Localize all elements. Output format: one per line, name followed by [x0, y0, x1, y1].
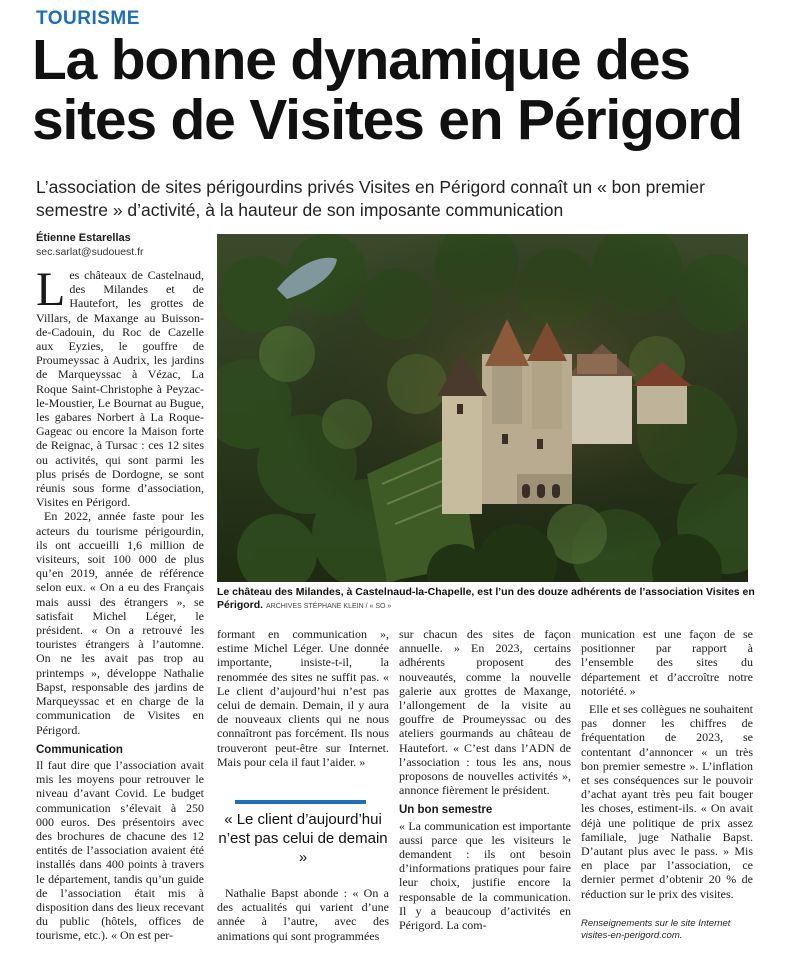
column-4	[581, 627, 753, 901]
standfirst	[36, 176, 776, 222]
chateau-des-milandes-image	[217, 234, 748, 582]
headline-line-1: La bonne dynamique des	[32, 28, 690, 92]
paragraph-communication-cont: formant en communication », estime Michel Léger. Une donnée importante, insiste-t-il, la renommée des sites ne suffit pas. « Le client d’aujourd’hui n’est pas celui de demain. Demain, il y aura de nouveaux clients qui ne nous connaîtront pas forcément. Ils nous trouveront peut-être sur Internet. Mais pour cela il faut l’aider. »	[217, 627, 389, 769]
subhead-communication: Communication	[36, 743, 123, 756]
photo-caption	[217, 586, 757, 613]
section-rubric: TOURISME	[36, 8, 140, 29]
paragraph-intro	[36, 263, 204, 510]
headline-line-2: sites de Visites en Périgord	[32, 88, 742, 152]
photo-credit: ARCHIVES STÉPHANE KLEIN / « SO »	[266, 603, 392, 610]
paragraph-2022: En 2022, année faste pour les acteurs du tourisme périgourdin, ils ont accueilli 1,6 million de visiteurs, soit 100 000 de plus qu’en 2019, année de référence selon eux. « On a eu des Français mais aussi des étrangers », se satisfait Michel Léger, le président. « On a retrouvé les touristes étrangers à l’automne. On ne les avait pas trop au printemps », développe Nathalie Bapst, responsable des jardins de Marqueyssac et en charge de la communication de Visites en Périgord.	[36, 509, 204, 737]
footer-note	[581, 918, 761, 942]
headline	[32, 30, 782, 150]
paragraph-semestre-start: « La communication est importante aussi parce que les visiteurs le demandent : ils ont besoin d’informations pratiques pour faire leur choix, justifie encore la responsable de la communication. Il y a beaucoup d’activités en Périgord. La com-	[399, 818, 571, 933]
paragraph-semestre-cont: munication est une façon de se positionner par rapport à l’ensemble des sites du département et d’accroître notre notoriété. »	[581, 627, 753, 698]
chateau-photo	[217, 234, 748, 582]
byline-author: Étienne Estarellas	[36, 232, 131, 244]
paragraph-frequentation: Elle et ses collègues ne souhaitent pas donner les chiffres de fréquentation de 2023, se contentant d’annoncer « un très bon premier semestre ». L’inflation et ses conséquences sur le pouvoir d’achat ayant très peu fait bouger les choses, estiment-ils. « On avait déjà une politique de prix assez familiale, juge Nathalie Bapst. D’autant plus avec le pass. » Mis en place par l’association, ce dernier permet d’obtenir 20 % de réduction sur le prix des visites.	[581, 702, 753, 901]
footer-note-line-1: Renseignements sur le site Internet	[581, 918, 731, 929]
column-2-bottom	[217, 886, 389, 943]
standfirst-line-1: L’association de sites périgourdins privés Visites en Périgord connaît un « bon premier	[36, 177, 705, 197]
paragraph-intro-text: es châteaux de Castelnaud, des Milandes et de Hautefort, les grottes de Villars, de Maxange au Buisson-de-Cadouin, du Roc de Cazelle aux Eyzies, le gouffre de Proumeyssac à Audrix, les jardins de Marqueyssac à Vézac, La Roque Saint-Christophe à Peyzac-le-Moustier, Le Bournat au Bugue, les gabares Norbert à La Roque-Gageac ou encore la Maison forte de Reignac, à Tursac : ces 12 sites ou activités, qui sont parmi les plus prisés de Dordogne, se sont réunis sous forme d’association, Visites en Périgord.	[36, 268, 204, 510]
column-3	[399, 627, 571, 932]
subhead-bon-semestre: Un bon semestre	[399, 804, 493, 817]
pull-quote: « Le client d’aujourd’hui n’est pas celui de demain »	[218, 811, 388, 866]
column-2	[217, 627, 389, 769]
paragraph-bapst-cont: sur chacun des sites de façon annuelle. » En 2023, certains adhérents proposent des nouveautés, comme la nouvelle galerie aux grottes de Maxange, l’allongement de la visite au gouffre de Proumeyssac ou des ateliers gourmands au château de Hautefort. « C’est dans l’ADN de l’association : tous les ans, nous proposons de nouvelles activités », annonce fièrement le président.	[399, 627, 571, 798]
byline-email[interactable]: sec.sarlat@sudouest.fr	[36, 246, 144, 258]
footer-note-link[interactable]: visites-en-perigord.com.	[581, 930, 683, 941]
paragraph-bapst-start: Nathalie Bapst abonde : « On a des actualités qui varient d’une année à l’autre, avec des animations qui sont programmées	[217, 886, 389, 943]
column-1	[36, 263, 204, 943]
caption-text: Le château des Milandes, à Castelnaud-la-Chapelle, est l’un des douze adhérents de l’association Visites en Périgord.	[217, 586, 755, 611]
drop-cap: L	[36, 263, 66, 316]
paragraph-communication-start: Il faut dire que l’association avait mis les moyens pour retrouver le niveau d’avant Covid. Le budget communication s’élevait à 250 000 euros. Des présentoirs avec des brochures de chacune des 12 entités de l’association avaient été installés dans 400 points à travers le département, tandis qu’un guide de l’association était mis à disposition dans des lieux recevant du public (hôtels, offices de tourisme, etc.). « On est per-	[36, 757, 204, 943]
pull-quote-rule	[235, 800, 366, 804]
standfirst-line-2: semestre » d’activité, à la hauteur de son imposante communication	[36, 200, 564, 220]
